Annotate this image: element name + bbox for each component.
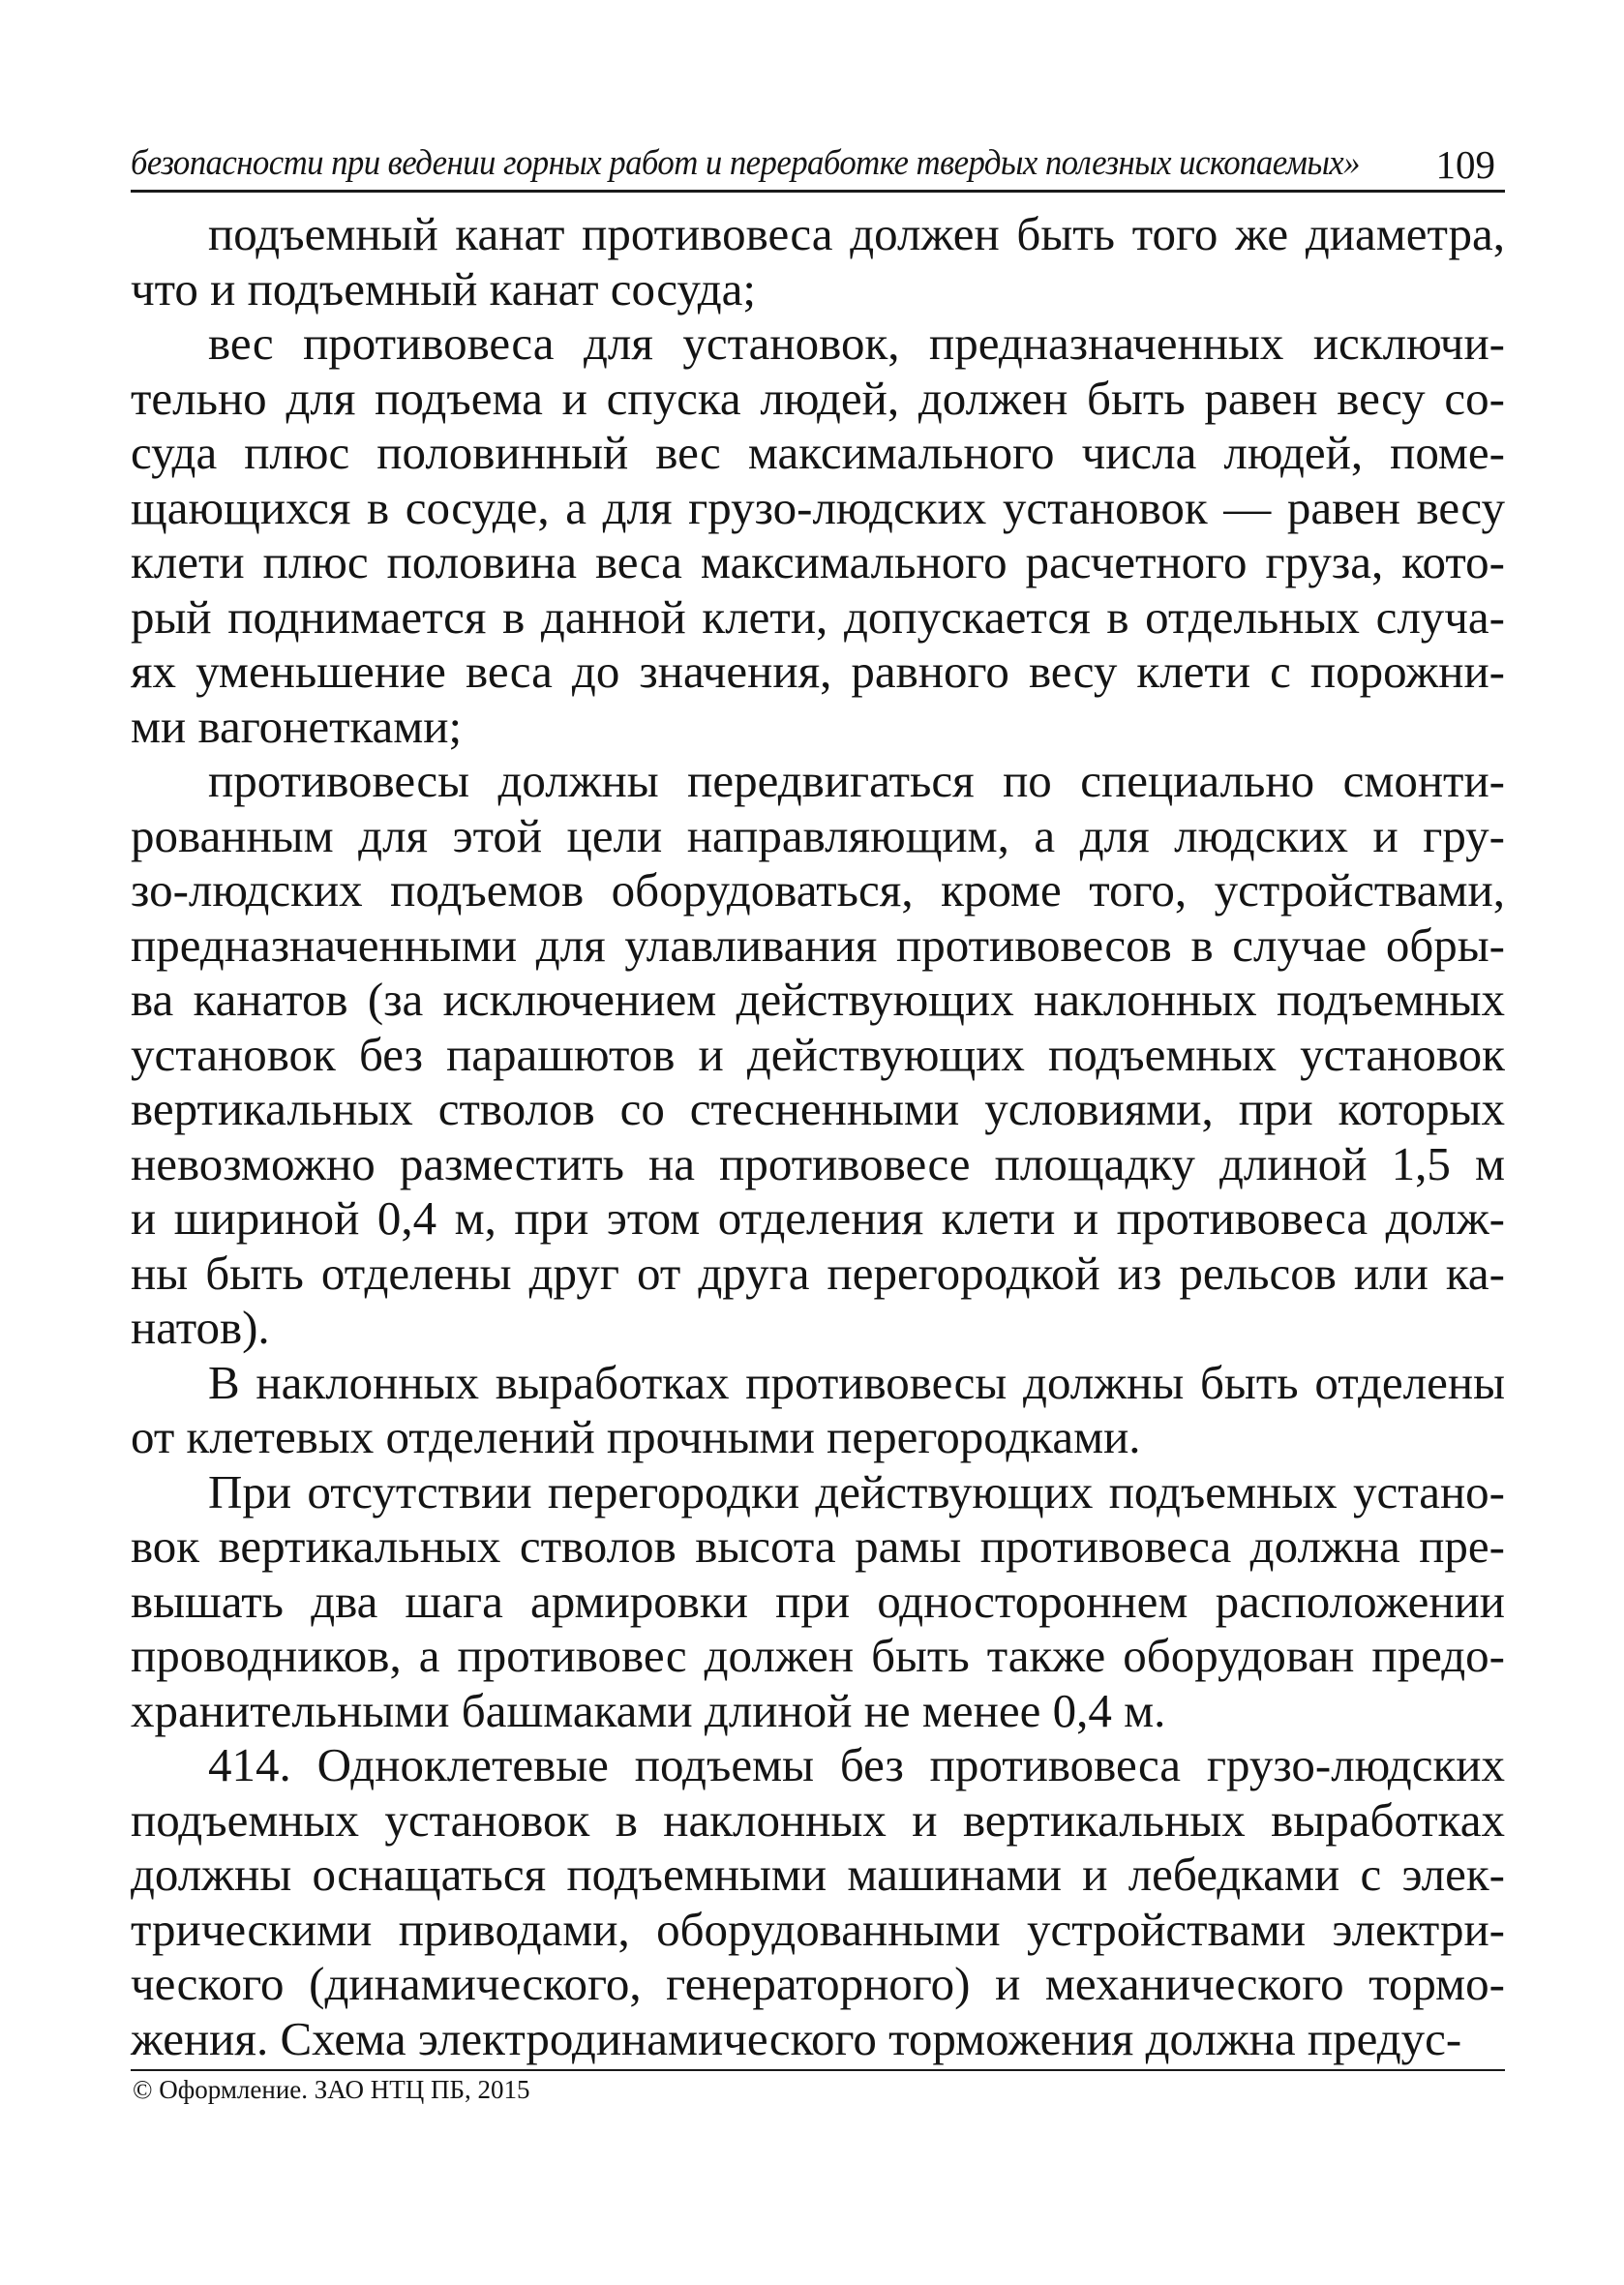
text-line: подъемный канат противовеса должен быть того же диаметра, <box>208 207 1505 260</box>
text-line: что и подъемный канат сосуда; <box>131 261 757 316</box>
text-line: щающихся в сосуде, а для грузо-людских установок — равен весу <box>131 480 1505 534</box>
text-line: хранительными башмаками длиной не менее 0,4 м. <box>131 1683 1166 1737</box>
paragraph <box>131 1356 1505 1465</box>
footer-rule <box>131 2069 1505 2071</box>
running-title: безопасности при ведении горных работ и переработке твердых полезных ископаемых» <box>131 143 1360 183</box>
text-line: вок вертикальных стволов высота рамы противовеса должна пре- <box>131 1519 1505 1573</box>
text-line: рованным для этой цели направляющим, а для людских и гру- <box>131 808 1505 862</box>
text-line: подъемных установок в наклонных и вертикальных выработках <box>131 1792 1505 1847</box>
text-line: вес противовеса для установок, предназначенных исключи- <box>208 316 1505 370</box>
text-line: суда плюс половинный вес максимального числа людей, поме- <box>131 426 1505 479</box>
text-line: проводников, а противовес должен быть также оборудован предо- <box>131 1629 1505 1682</box>
text-line: клети плюс половина веса максимального расчетного груза, кото- <box>131 535 1505 588</box>
paragraph <box>131 754 1505 1356</box>
paragraph <box>131 1465 1505 1739</box>
footer-copyright: © Оформление. ЗАО НТЦ ПБ, 2015 <box>133 2075 530 2104</box>
text-line: от клетевых отделений прочными перегородками. <box>131 1410 1141 1463</box>
text-line: и шириной 0,4 м, при этом отделения клети и противовеса долж- <box>131 1191 1505 1245</box>
text-line: рый поднимается в данной клети, допускается в отдельных случа- <box>131 589 1505 644</box>
text-line: ях уменьшение веса до значения, равного весу клети с порожни- <box>131 645 1505 698</box>
text-line: тельно для подъема и спуска людей, должен быть равен весу со- <box>131 371 1505 425</box>
text-line: должны оснащаться подъемными машинами и лебедками с элек- <box>131 1848 1505 1901</box>
page-number: 109 <box>1435 142 1495 187</box>
paragraph <box>131 316 1505 754</box>
text-line: ны быть отделены друг от друга перегородкой из рельсов или ка- <box>131 1246 1505 1300</box>
text-line: ческого (динамического, генераторного) и механического тормо- <box>131 1957 1505 2010</box>
text-line: вышать два шага армировки при одностороннем расположении <box>131 1574 1505 1628</box>
text-line: В наклонных выработках противовесы должны быть отделены <box>208 1355 1505 1409</box>
text-line: трическими приводами, оборудованными устройствами электри- <box>131 1902 1505 1956</box>
text-line: предназначенными для улавливания противовесов в случае обры- <box>131 917 1505 972</box>
text-line: 414. Одноклетевые подъемы без противовеса грузо-людских <box>208 1738 1505 1791</box>
text-line: натов). <box>131 1301 270 1354</box>
paragraph <box>131 207 1505 316</box>
text-line: жения. Схема электродинамического торможения должна предус- <box>131 2011 1462 2065</box>
paragraph <box>131 1738 1505 2066</box>
running-header <box>131 135 1505 193</box>
text-line: ми вагонетками; <box>131 699 463 753</box>
text-line: ва канатов (за исключением действующих наклонных подъемных <box>131 973 1505 1026</box>
text-line: противовесы должны передвигаться по специально смонти- <box>208 754 1505 807</box>
text-line: установок без парашютов и действующих подъемных установок <box>131 1027 1505 1081</box>
text-line: зо-людских подъемов оборудоваться, кроме того, устройствами, <box>131 863 1505 917</box>
text-line: невозможно разместить на противовесе площадку длиной 1,5 м <box>131 1136 1505 1190</box>
body-text <box>131 207 1505 2066</box>
text-line: При отсутствии перегородки действующих подъемных устано- <box>208 1464 1505 1518</box>
text-line: вертикальных стволов со стесненными условиями, при которых <box>131 1082 1505 1135</box>
